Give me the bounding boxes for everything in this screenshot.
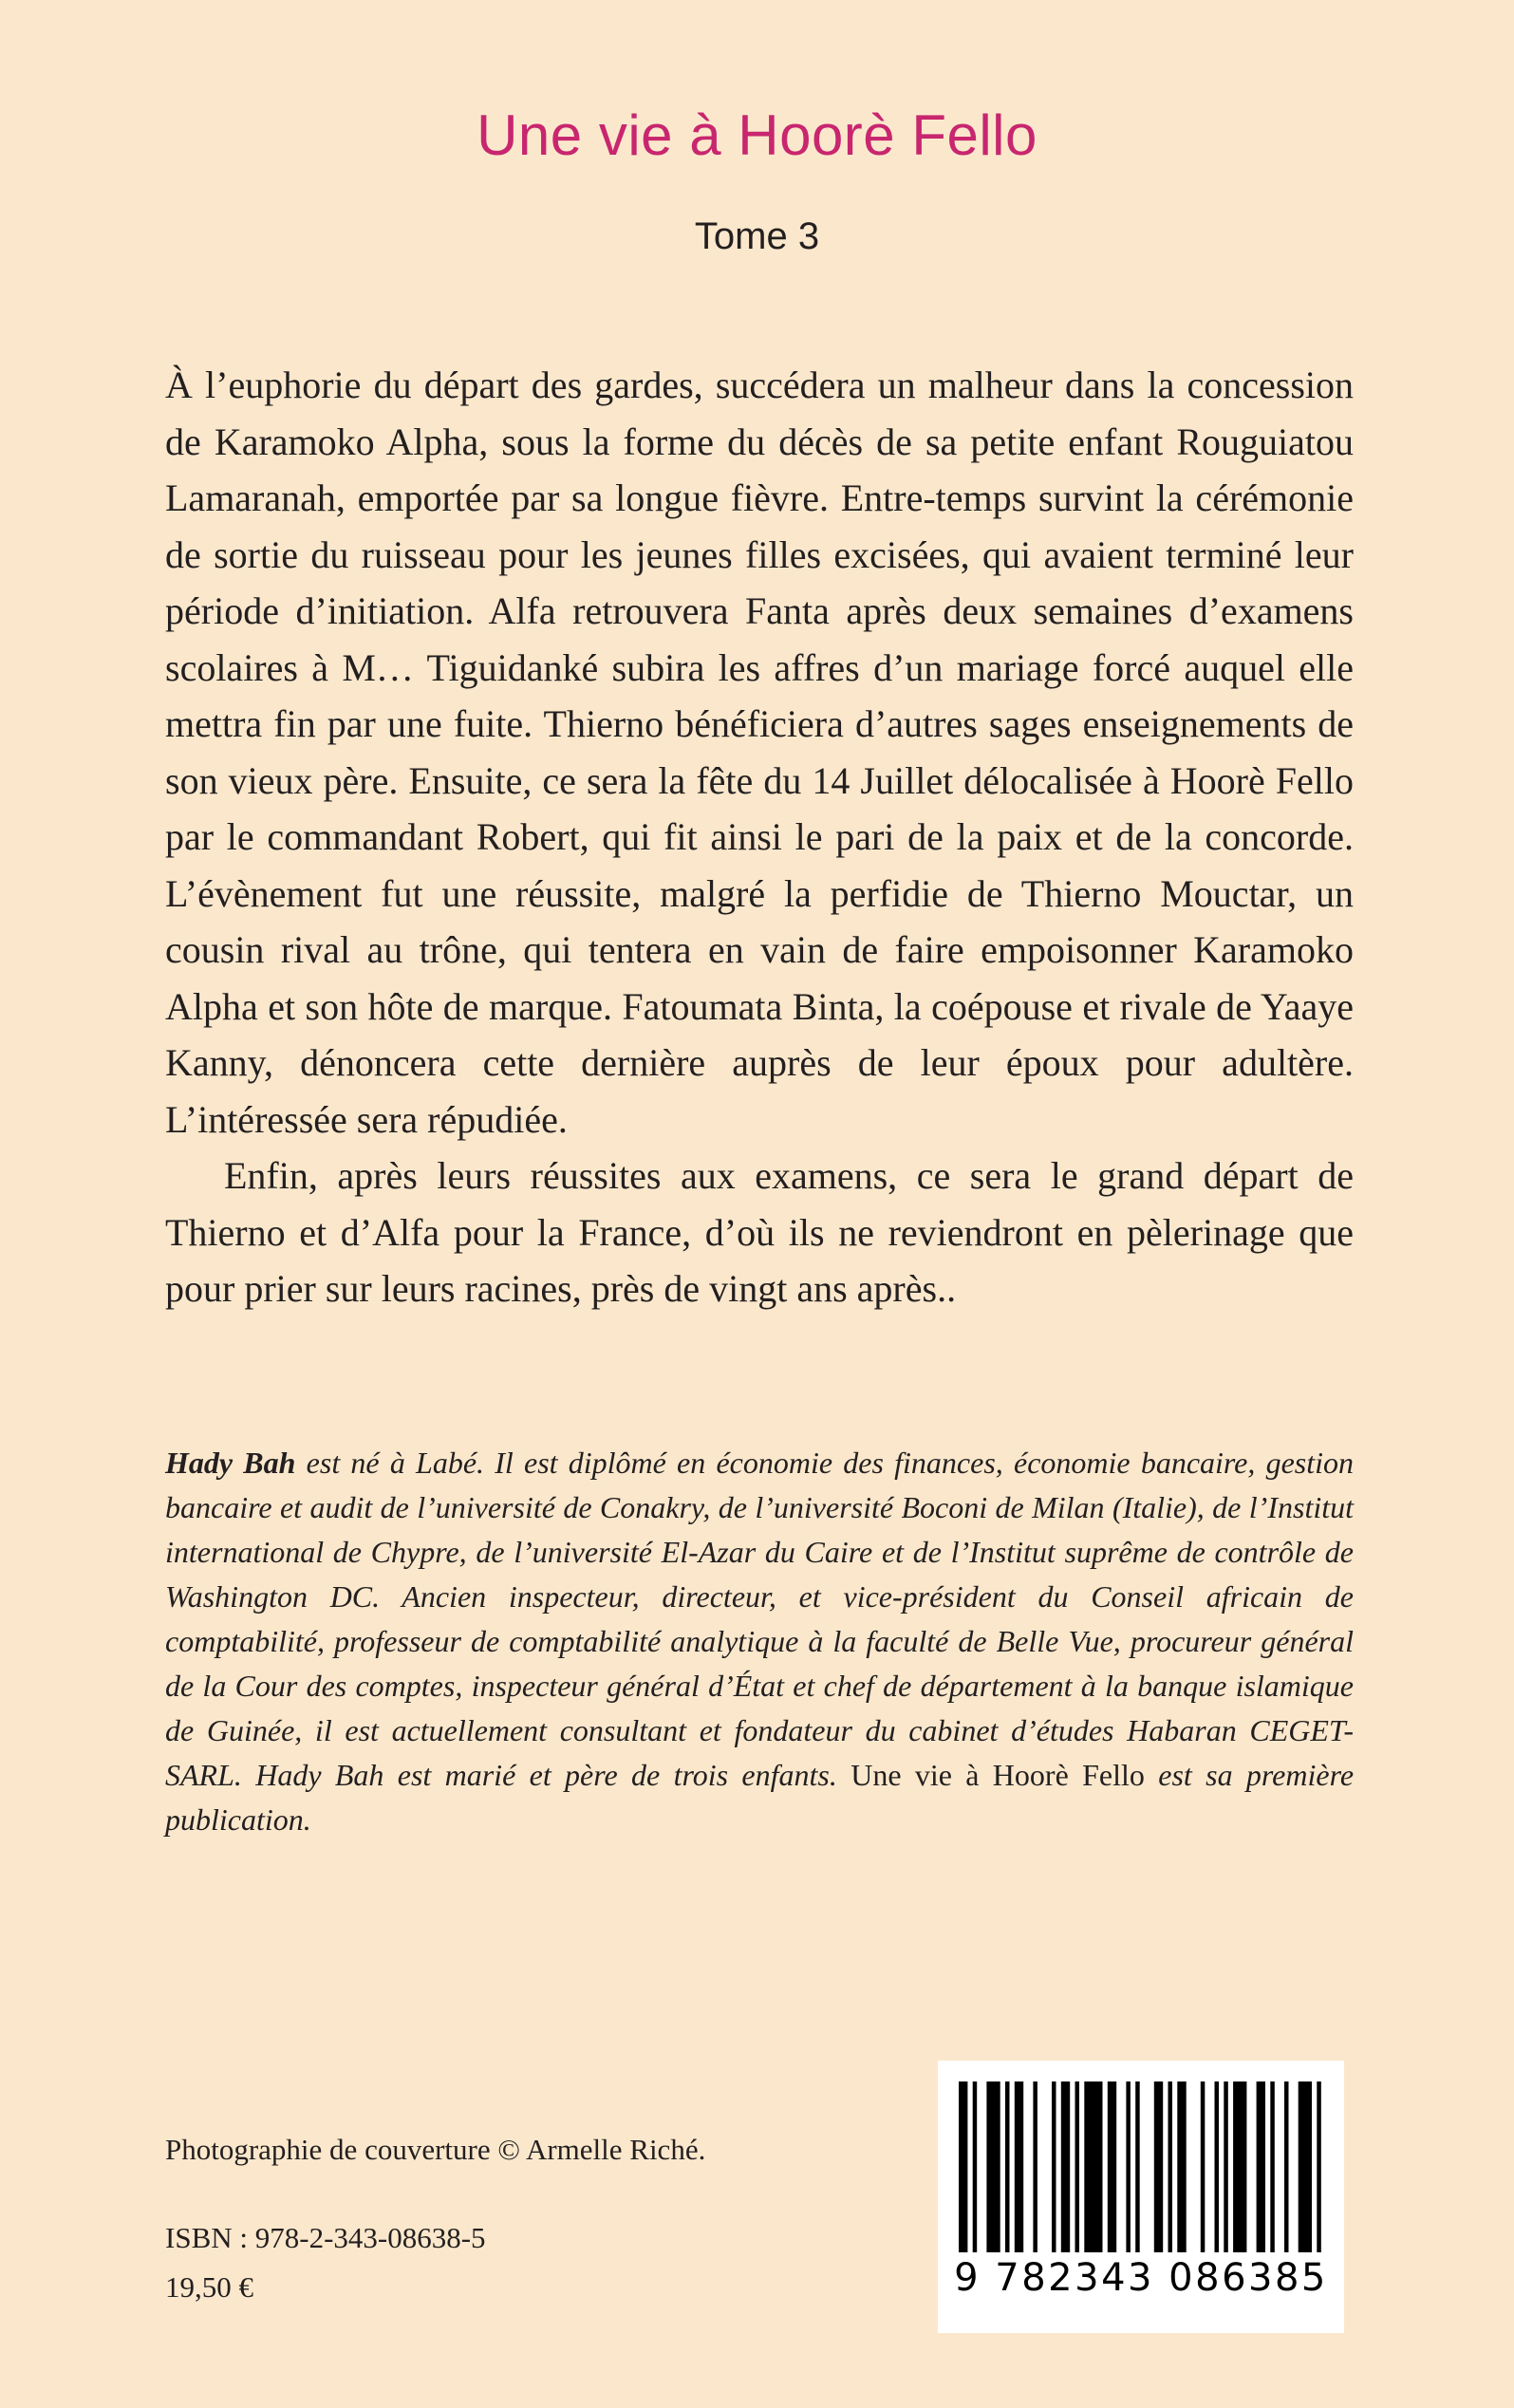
barcode-bar	[1084, 2081, 1102, 2252]
barcode-bar	[1126, 2081, 1131, 2252]
barcode-bar	[1270, 2081, 1275, 2252]
barcode-bar	[1135, 2081, 1140, 2252]
barcode-bar	[1299, 2081, 1312, 2252]
volume-label: Tome 3	[694, 215, 820, 257]
barcode-bar	[1177, 2081, 1186, 2252]
barcode-bar	[1015, 2081, 1023, 2252]
barcode-bar	[986, 2081, 1000, 2252]
isbn: ISBN : 978-2-343-08638-5	[165, 2221, 486, 2254]
barcode-bar	[1033, 2081, 1037, 2252]
back-cover-summary	[165, 357, 1354, 1317]
book-title: Une vie à Hoorè Fello	[477, 103, 1037, 167]
barcode-bar	[1224, 2081, 1228, 2252]
author-bio	[165, 1441, 1354, 1842]
barcode-bar	[1201, 2081, 1206, 2252]
barcode-bar	[1061, 2081, 1070, 2252]
summary-paragraph-1: À l’euphorie du départ des gardes, succédera un malheur dans la concession de Karamoko Alpha, sous la forme du décès de sa petite enfant Rouguiatou Lamaranah, emportée par sa longue fièvre. Entre-temps survint la cérémonie de sortie du ruisseau pour les jeunes filles excisées, qui avaient terminé leur période d’initiation. Alfa retrouvera Fanta après deux semaines d’examens scolaires à M… Tiguidanké subira les affres d’un mariage forcé auquel elle mettra fin par une fuite. Thierno bénéficiera d’autres sages enseignements de son vieux père. Ensuite, ce sera la fête du 14 Juillet délocalisée à Hoorè Fello par le commandant Robert, qui fit ainsi le pari de la paix et de la concorde. L’évènement fut une réussite, malgré la perfidie de Thierno Mouctar, un cousin rival au trône, qui tentera en vain de faire empoisonner Karamoko Alpha et son hôte de marque. Fatoumata Binta, la coépouse et rivale de Yaaye Kanny, dénoncera cette dernière auprès de leur époux pour adultère. L’intéressée sera répudiée.	[165, 364, 1354, 1141]
barcode-bar	[1108, 2081, 1116, 2252]
barcode-bar	[1052, 2081, 1056, 2252]
barcode-bar	[1075, 2081, 1080, 2252]
barcode-bar	[1215, 2081, 1220, 2252]
barcode-bar	[1168, 2081, 1173, 2252]
summary-paragraph-2: Enfin, après leurs réussites aux examens, ce sera le grand départ de Thierno et d’Alfa pour la France, d’où ils ne reviendront en pèlerinage que pour prier sur leurs racines, près de vingt ans après..	[165, 1154, 1354, 1310]
barcode-bar	[1005, 2081, 1010, 2252]
barcode	[938, 2061, 1344, 2333]
barcode-digits: 9 782343 086385	[954, 2256, 1328, 2300]
author-name: Hady Bah	[165, 1446, 296, 1480]
bio-book-title: Une vie à Hoorè Fello	[850, 1758, 1145, 1792]
photo-credit: Photographie de couverture © Armelle Riché.	[165, 2133, 706, 2166]
barcode-bar	[1317, 2081, 1321, 2252]
barcode-bar	[1284, 2081, 1289, 2252]
barcode-bars	[938, 2061, 1344, 2260]
author-bio-paragraph	[165, 1441, 1354, 1842]
barcode-bar	[1233, 2081, 1246, 2252]
barcode-bar	[1257, 2081, 1265, 2252]
price: 19,50 €	[165, 2270, 253, 2304]
barcode-bar	[1154, 2081, 1163, 2252]
author-bio-text: est né à Labé. Il est diplômé en économie des finances, économie bancaire, gestion bancaire et audit de l’université de Conakry, de l’université Boconi de Milan (Italie), de l’Institut international de Chypre, de l’université El-Azar du Caire et de l’Institut suprême de contrôle de Washington DC. Ancien inspecteur, directeur, et vice-président du Conseil africain de comptabilité, professeur de comptabilité analytique à la faculté de Belle Vue, procureur général de la Cour des comptes, inspecteur général d’État et chef de département à la banque islamique de Guinée, il est actuellement consultant et fondateur du cabinet d’études Habaran CEGET-SARL. Hady Bah est marié et père de trois enfants.	[165, 1446, 1355, 1792]
barcode-bar	[959, 2081, 967, 2252]
bio-closing: est sa première publication.	[165, 1758, 1355, 1837]
barcode-bar	[973, 2081, 978, 2252]
